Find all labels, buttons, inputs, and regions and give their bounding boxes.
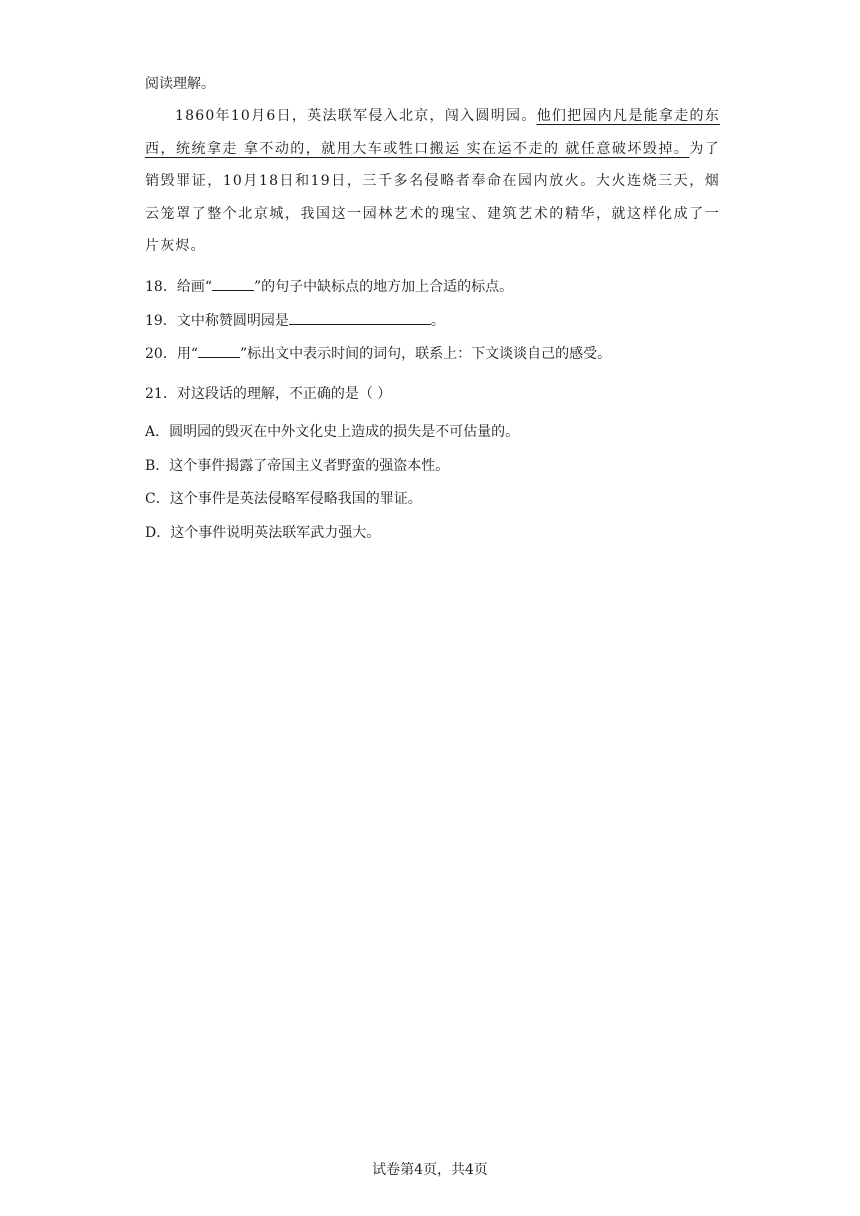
passage-part-1: 1860年10月6日，英法联军侵入北京，闯入圆明园。 (175, 108, 537, 124)
section-title: 阅读理解。 (145, 76, 215, 92)
answer-blank[interactable] (198, 343, 240, 358)
question-19: 19．文中称赞圆明园是 。 (145, 310, 445, 331)
passage-underlined-sentence: 他们把园内凡是能拿走的东西，统统拿走 拿不动的，就用大车或牲口搬运 实在运不走的 就任意破坏毁掉。 (145, 108, 720, 157)
answer-blank[interactable] (289, 310, 431, 325)
question-18: 18．给画“ ”的句子中缺标点的地方加上合适的标点。 (145, 276, 513, 297)
answer-blank[interactable] (212, 276, 254, 291)
page-footer: 试卷第4页，共4页 (372, 1162, 488, 1178)
question-21: 21．对这段话的理解，不正确的是（ ） (145, 386, 392, 402)
option-d[interactable]: D．这个事件说明英法联军武力强大。 (145, 525, 381, 541)
option-b[interactable]: B．这个事件揭露了帝国主义者野蛮的强盗本性。 (145, 458, 450, 474)
option-c[interactable]: C．这个事件是英法侵略军侵略我国的罪证。 (145, 491, 422, 507)
reading-passage (145, 100, 720, 263)
passage-part-2: 为了销毁罪证，10月18日和19日，三千多名侵略者奉命在园内放火。大火连烧三天，烟云笼罩了整个北京城，我国这一园林艺术的瑰宝、建筑艺术的精华，就这样化成了一片灰烬。 (145, 140, 720, 254)
option-a[interactable]: A．圆明园的毁灭在中外文化史上造成的损失是不可估量的。 (145, 424, 520, 440)
question-20: 20．用“ ”标出文中表示时间的词句，联系上：下文谈谈自己的感受。 (145, 343, 611, 364)
